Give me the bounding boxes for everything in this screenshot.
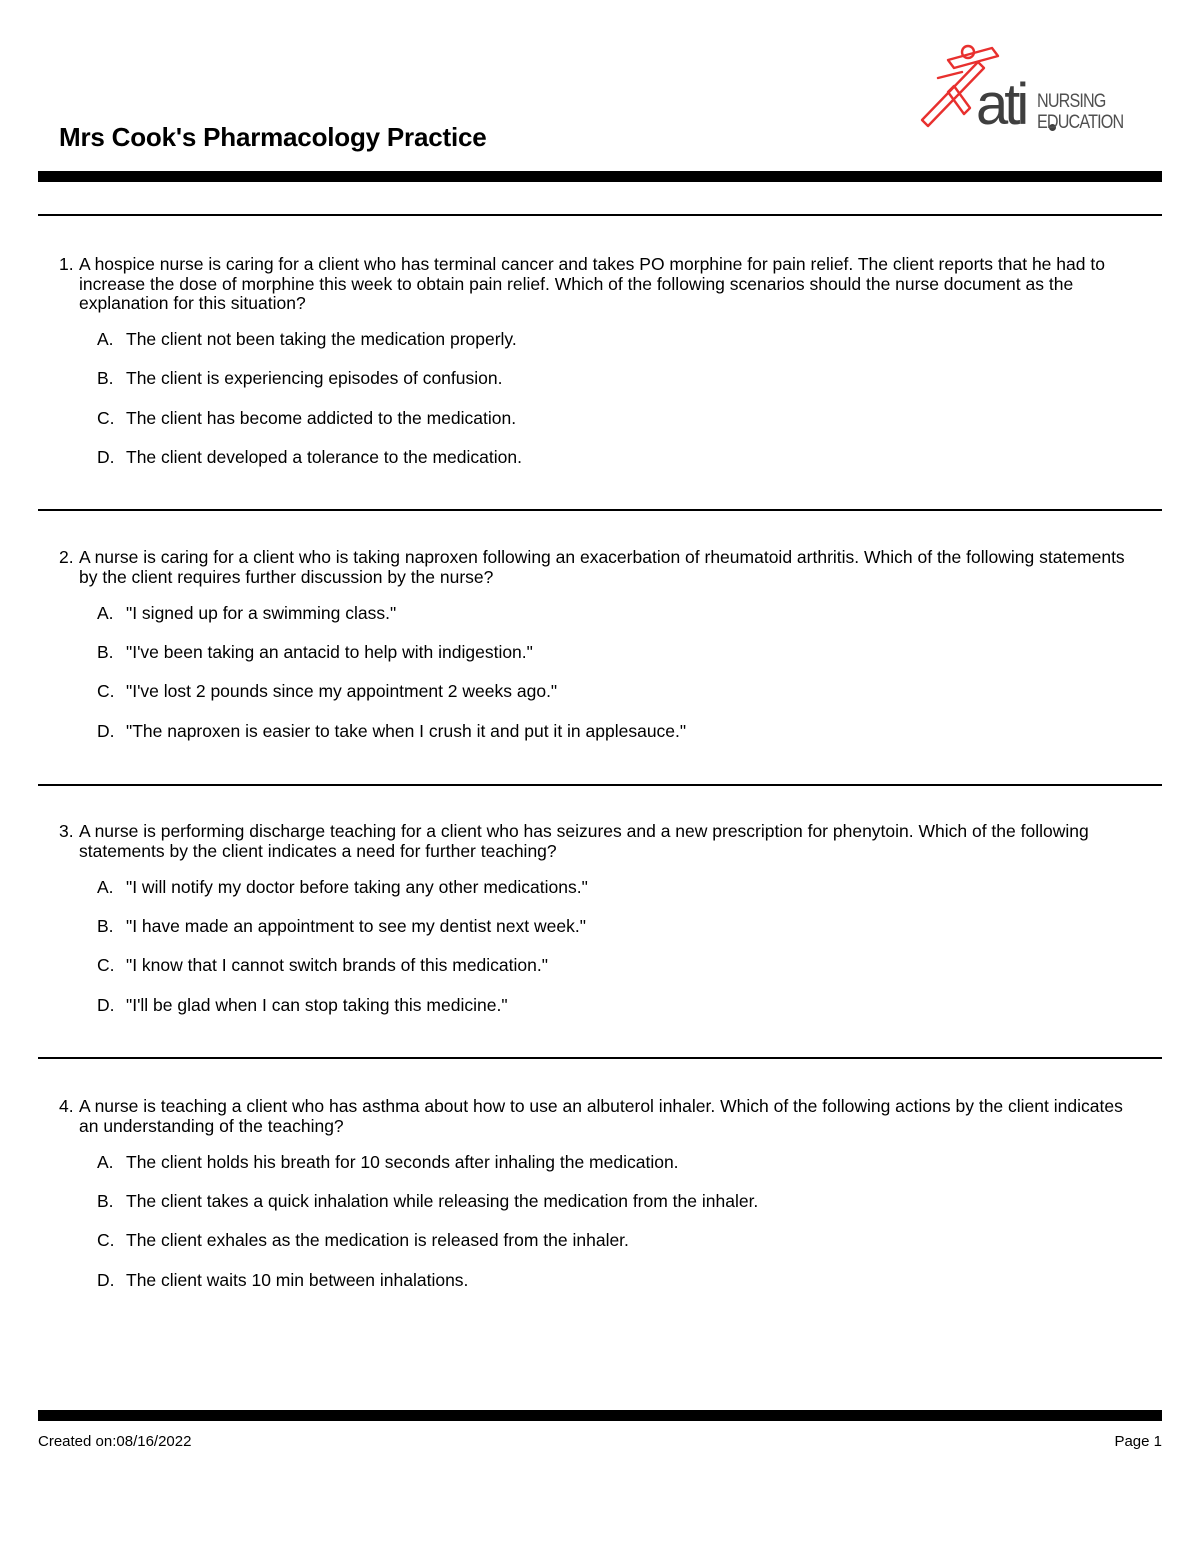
option-text: The client developed a tolerance to the medication. (126, 447, 522, 468)
option-d[interactable] (59, 985, 1129, 1024)
question-stem (59, 548, 1129, 587)
option-list (59, 593, 1129, 750)
question-text: A nurse is teaching a client who has asthma about how to use an albuterol inhaler. Which of the following actions by the client indicates an understanding of the teaching? (79, 1096, 1123, 1136)
question-number: 2. (59, 547, 74, 567)
created-date: Created on:08/16/2022 (38, 1433, 192, 1450)
option-text: "I've lost 2 pounds since my appointment 2 weeks ago." (126, 681, 558, 702)
divider (38, 214, 1162, 216)
option-b[interactable] (59, 359, 1129, 398)
option-text: The client is experiencing episodes of confusion. (126, 368, 503, 389)
question-text: A nurse is caring for a client who is taking naproxen following an exacerbation of rheumatoid arthritis. Which of the following statements by the client requires further discussion by the nurse? (79, 547, 1125, 587)
option-letter: A. (97, 1151, 114, 1172)
logo-tagline-line1: NURSING (1037, 91, 1106, 112)
option-d[interactable] (59, 1260, 1129, 1299)
option-letter: C. (97, 1230, 115, 1251)
option-a[interactable] (59, 593, 1129, 632)
option-c[interactable] (59, 672, 1129, 711)
option-text: The client waits 10 min between inhalations. (126, 1269, 469, 1290)
option-letter: C. (97, 407, 115, 428)
option-c[interactable] (59, 1221, 1129, 1260)
option-list (59, 320, 1129, 477)
option-letter: D. (97, 994, 115, 1015)
question-number: 4. (59, 1096, 74, 1116)
option-d[interactable] (59, 437, 1129, 476)
divider (38, 1057, 1162, 1059)
option-letter: A. (97, 602, 114, 623)
option-c[interactable] (59, 946, 1129, 985)
option-letter: C. (97, 955, 115, 976)
option-text: The client exhales as the medication is released from the inhaler. (126, 1230, 629, 1251)
option-text: The client has become addicted to the medication. (126, 407, 517, 428)
option-a[interactable] (59, 1142, 1129, 1181)
question-2 (59, 548, 1129, 750)
option-a[interactable] (59, 320, 1129, 359)
logo-tagline-line2: EDUCATION (1037, 112, 1124, 133)
option-letter: B. (97, 641, 114, 662)
option-text: "I have made an appointment to see my dentist next week." (126, 915, 586, 936)
option-b[interactable] (59, 632, 1129, 671)
option-text: "I will notify my doctor before taking any other medications." (126, 876, 588, 897)
divider (38, 784, 1162, 786)
question-stem (59, 1097, 1129, 1136)
option-letter: B. (97, 368, 114, 389)
option-letter: D. (97, 1269, 115, 1290)
option-d[interactable] (59, 711, 1129, 750)
option-list (59, 1142, 1129, 1299)
option-letter: B. (97, 915, 114, 936)
question-stem (59, 255, 1129, 314)
option-letter: B. (97, 1190, 114, 1211)
question-text: A hospice nurse is caring for a client who has terminal cancer and takes PO morphine for pain relief. The client reports that he had to increase the dose of morphine this week to obtain pain relief. Which of the following scenarios should the nurse document as the explanation for this situation? (79, 254, 1105, 313)
logo-tagline (1037, 91, 1122, 133)
option-letter: D. (97, 720, 115, 741)
question-number: 3. (59, 821, 74, 841)
option-letter: A. (97, 329, 114, 350)
page-title: Mrs Cook's Pharmacology Practice (59, 122, 487, 152)
divider (38, 509, 1162, 511)
question-number: 1. (59, 254, 74, 274)
option-text: "I'll be glad when I can stop taking this medicine." (126, 994, 508, 1015)
option-text: "I signed up for a swimming class." (126, 602, 397, 623)
header-divider-thick (38, 171, 1162, 182)
option-text: "I've been taking an antacid to help with indigestion." (126, 641, 533, 662)
footer-divider-thick (38, 1410, 1162, 1421)
option-text: The client holds his breath for 10 seconds after inhaling the medication. (126, 1151, 679, 1172)
option-b[interactable] (59, 906, 1129, 945)
option-a[interactable] (59, 867, 1129, 906)
ati-logo (918, 42, 1138, 138)
option-text: The client takes a quick inhalation while releasing the medication from the inhaler. (126, 1190, 759, 1211)
question-text: A nurse is performing discharge teaching for a client who has seizures and a new prescription for phenytoin. Which of the following statements by the client indicates a need for further teaching? (79, 821, 1089, 861)
option-b[interactable] (59, 1181, 1129, 1220)
option-letter: C. (97, 681, 115, 702)
option-list (59, 867, 1129, 1024)
option-text: "I know that I cannot switch brands of this medication." (126, 955, 548, 976)
question-stem (59, 822, 1129, 861)
option-c[interactable] (59, 398, 1129, 437)
logo-wordmark: ati (976, 72, 1026, 137)
option-letter: D. (97, 447, 115, 468)
option-letter: A. (97, 876, 114, 897)
question-3 (59, 822, 1129, 1024)
question-1 (59, 255, 1129, 477)
option-text: "The naproxen is easier to take when I crush it and put it in applesauce." (126, 720, 687, 741)
question-4 (59, 1097, 1129, 1299)
option-text: The client not been taking the medication properly. (126, 329, 517, 350)
page-number: Page 1 (1114, 1433, 1162, 1450)
